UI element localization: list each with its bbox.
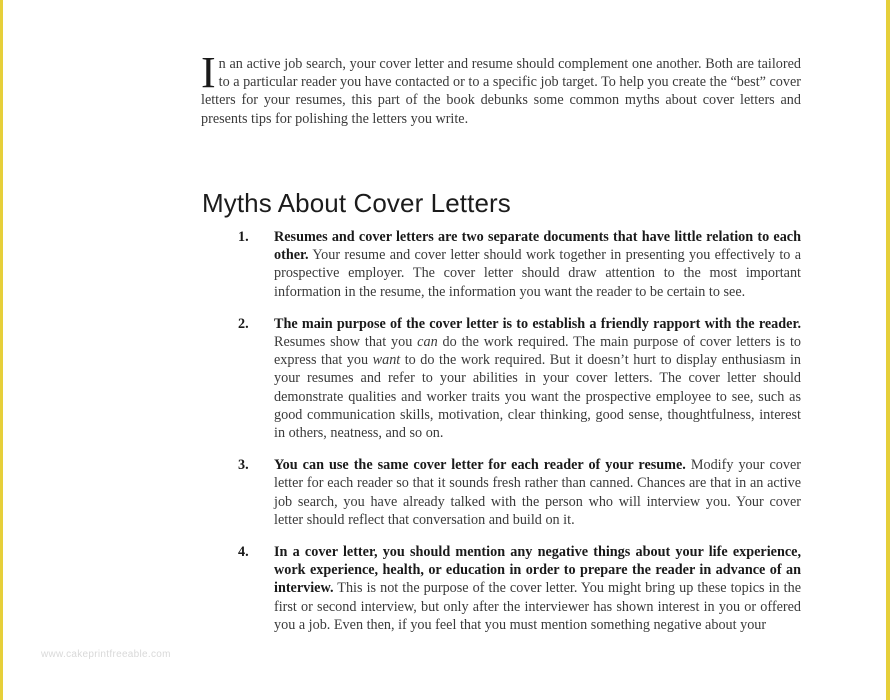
document-page [3,0,886,700]
list-item [233,543,801,634]
item-number: 3. [238,457,249,474]
myth-explanation: Your resume and cover letter should work together in presenting you effectively to a prospective employer. The cover letter should draw attention to the most important information in the resume, the information you want the reader to be certain to see. [274,247,801,300]
item-number: 4. [238,544,249,561]
list-item [233,456,801,529]
myth-explanation: Resumes show that you [274,334,418,351]
list-item [233,315,801,442]
myths-list [233,228,801,648]
intro-paragraph [201,48,801,128]
emphasis-can: can [417,334,438,351]
item-number: 1. [238,229,249,245]
myth-explanation: to do the work required. But it doesn’t hurt to display enthusiasm in your resumes and refer to your abilities in your cover letters. The cover letter should demonstrate qualities and worker traits you want the prospective employee to see, such as good communication skills, motivation, clear thinking, good sense, thoughtfulness, interest in others, neatness, and so on. [274,352,801,442]
list-item [233,228,801,301]
myth-statement: The main purpose of the cover letter is to establish a friendly rapport with the reader. [274,315,801,332]
watermark: www.cakeprintfreeable.com [41,649,171,660]
myth-statement: Resumes and cover letters are two separate documents that have little relation to each other. [274,229,801,264]
item-number: 2. [238,315,249,332]
intro-text: n an active job search, your cover letter and resume should complement one another. Both are tailored to a particular reader you have contacted or to a specific job target. To help you create the “best” cover letters for your resumes, this part of the book debunks some common myths about cover letters and presents tips for polishing the letters you write. [201,56,801,127]
emphasis-want: want [372,352,401,369]
myth-explanation: This is not the purpose of the cover letter. You might bring up these topics in the first or second interview, but only after the interviewer has shown interest in you or offered you a job. Even then, if you feel that you must mention something negative about your [274,580,801,633]
myth-explanation: do the work required. The main purpose of cover letters is to express that you [274,334,801,369]
myth-statement: In a cover letter, you should mention any negative things about your life experience, work experience, health, or education in order to prepare the reader in advance of an interview. [274,544,801,597]
section-heading: Myths About Cover Letters [202,188,511,218]
myth-explanation: Modify your cover letter for each reader so that it sounds fresh rather than canned. Chances are that in an active job search, you have already talked with the person who will interview you. Your cover letter should reflect that conversation and build on it. [274,457,801,528]
myth-statement: You can use the same cover letter for each reader of your resume. [274,457,686,474]
drop-cap: I [201,48,216,97]
